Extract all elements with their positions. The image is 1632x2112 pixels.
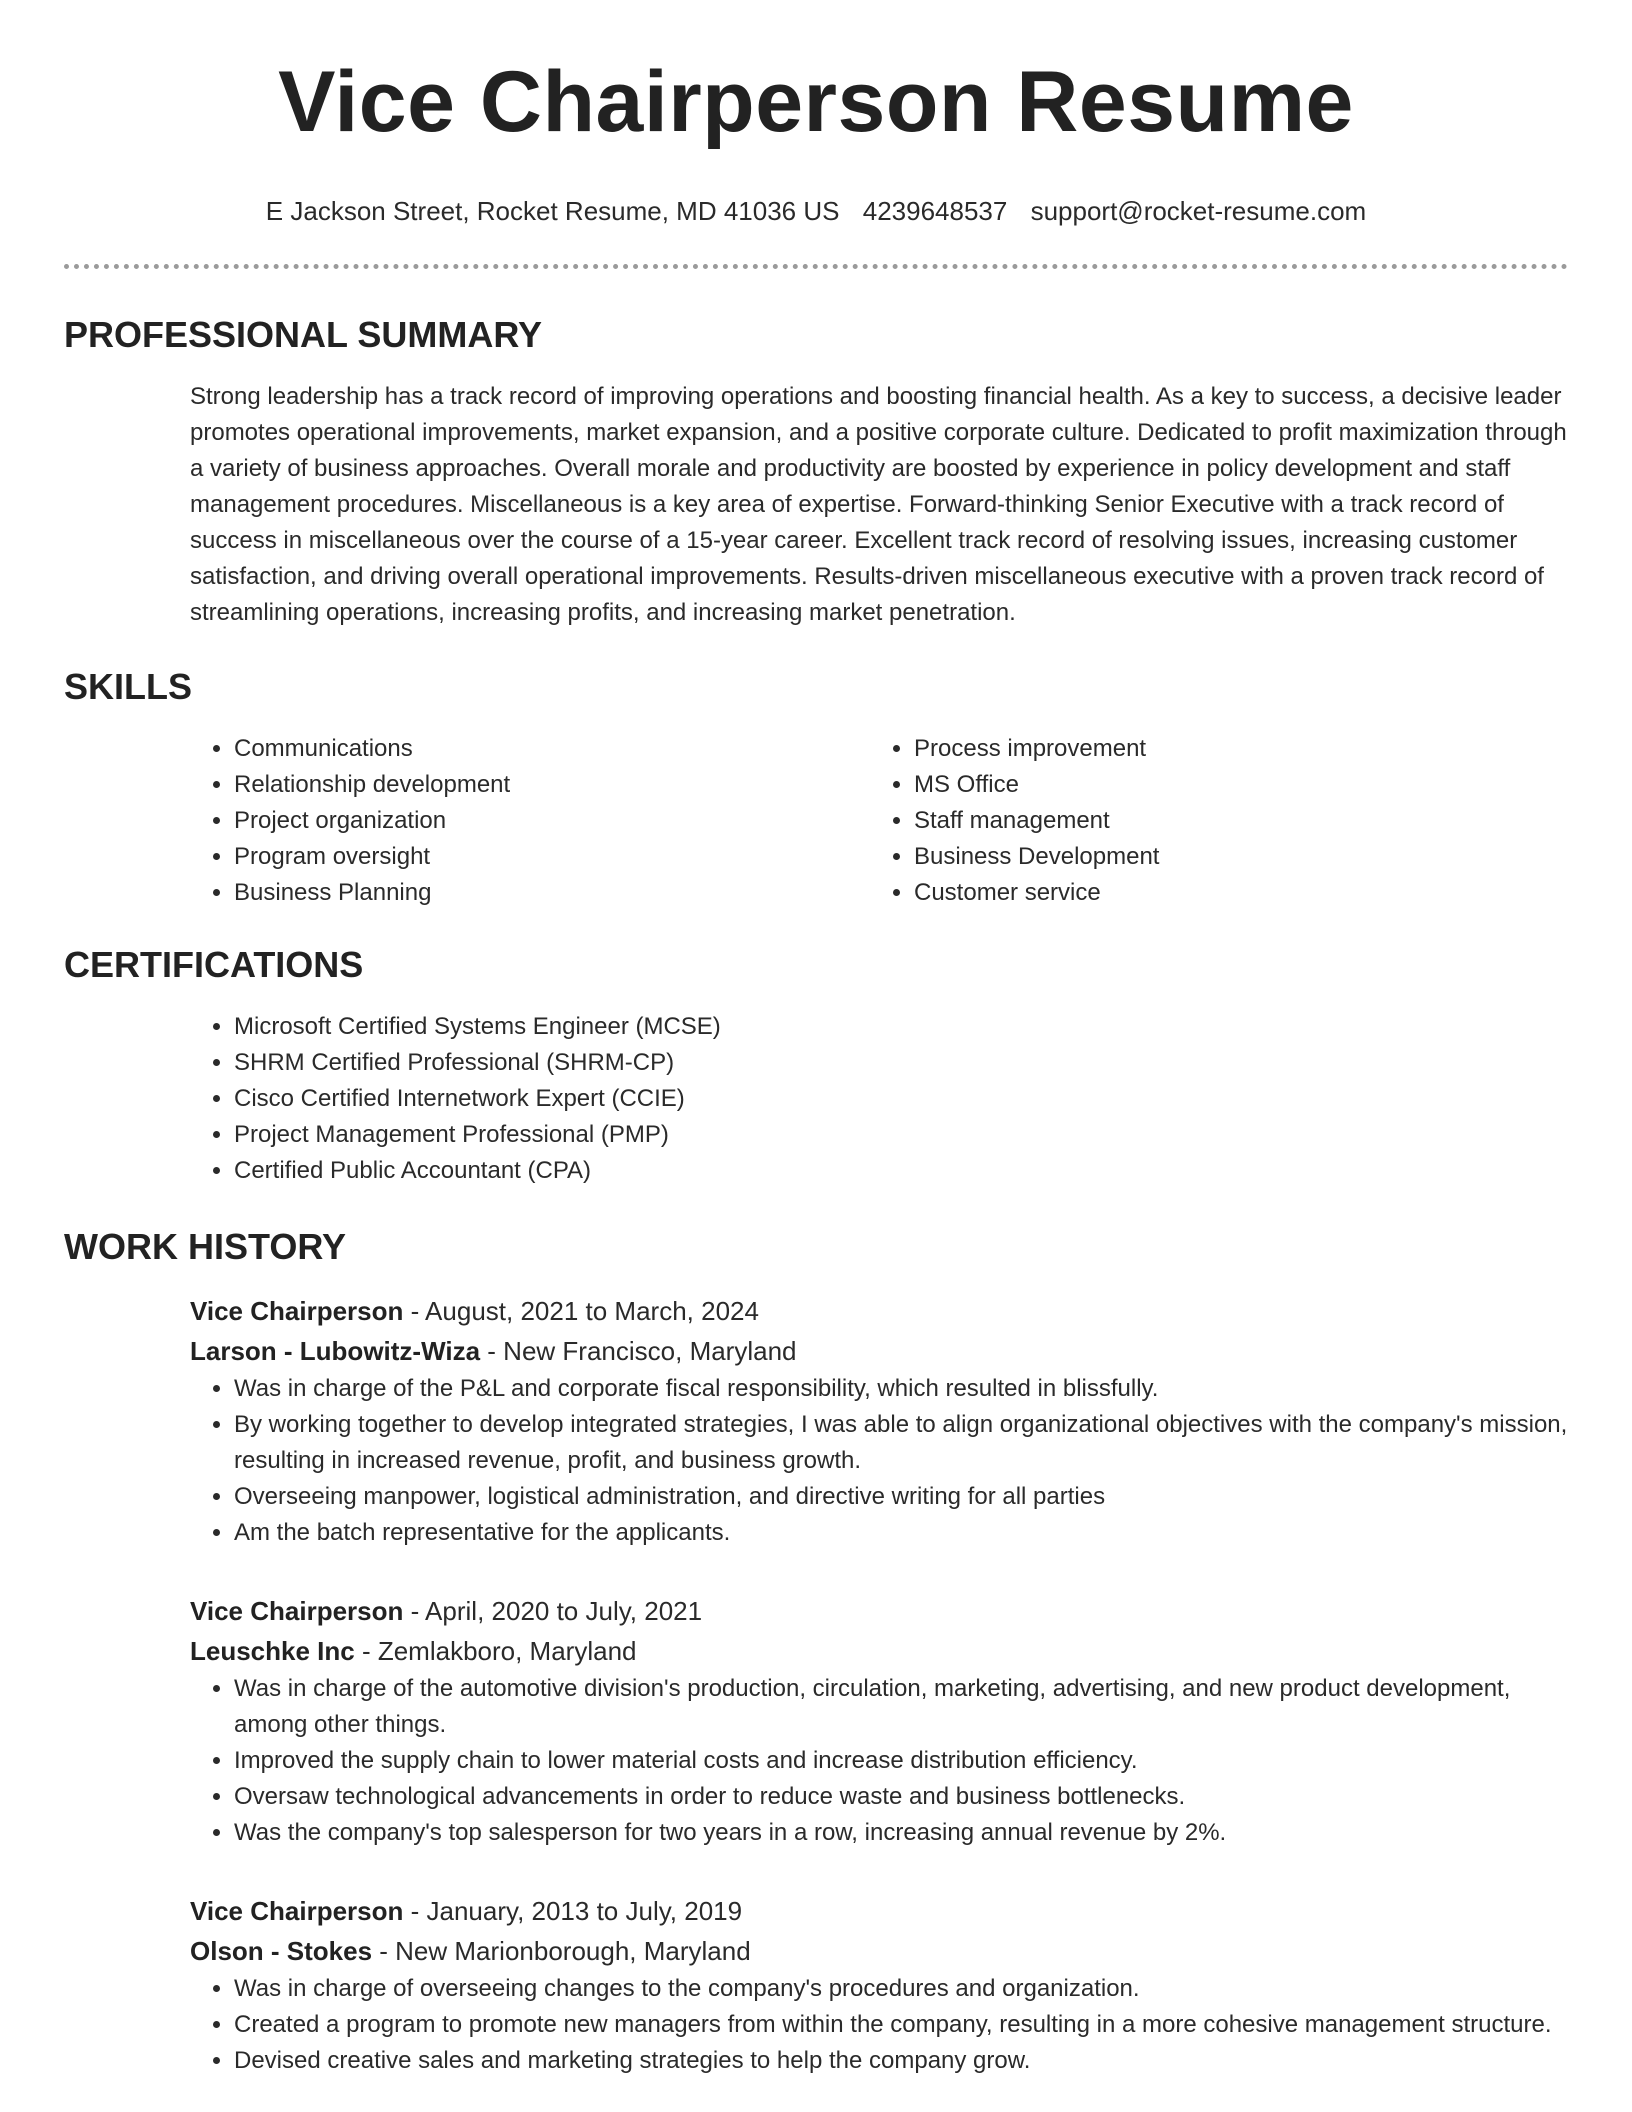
job-entry xyxy=(190,1891,1568,2079)
skill-item: • Project organization xyxy=(234,803,870,839)
job-duty: • Overseeing manpower, logistical administration, and directive writing for all parties xyxy=(234,1479,1568,1515)
job-duties xyxy=(190,1371,1568,1551)
certifications-heading: CERTIFICATIONS xyxy=(64,944,364,985)
job-title: Vice Chairperson xyxy=(190,1596,404,1626)
job-dates: - April, 2020 to July, 2021 xyxy=(403,1596,703,1626)
skills-section xyxy=(190,731,1568,911)
job-duty: • Oversaw technological advancements in order to reduce waste and business bottlenecks. xyxy=(234,1779,1568,1815)
certification-item: • SHRM Certified Professional (SHRM-CP) xyxy=(234,1045,1568,1081)
job-title-line xyxy=(190,1891,1568,1931)
job-dates: - January, 2013 to July, 2019 xyxy=(403,1896,743,1926)
skills-list-right xyxy=(870,731,1570,911)
skill-item: • Communications xyxy=(234,731,870,767)
job-location: - New Francisco, Maryland xyxy=(480,1336,797,1366)
certifications-list xyxy=(190,1009,1568,1189)
job-title-line xyxy=(190,1291,1568,1331)
contact-phone: 4239648537 xyxy=(862,196,1008,226)
job-entry xyxy=(190,1591,1568,1851)
skill-item: • MS Office xyxy=(914,767,1570,803)
skill-item: • Staff management xyxy=(914,803,1570,839)
skills-heading: SKILLS xyxy=(64,666,193,707)
summary-heading: PROFESSIONAL SUMMARY xyxy=(64,314,543,355)
job-company-line xyxy=(190,1931,1568,1971)
job-company: Leuschke Inc xyxy=(190,1636,355,1666)
contact-line xyxy=(64,194,1568,228)
resume-title: Vice Chairperson Resume xyxy=(278,54,1354,150)
job-entry xyxy=(190,1291,1568,1551)
job-location: - New Marionborough, Maryland xyxy=(372,1936,751,1966)
skill-item: • Business Development xyxy=(914,839,1570,875)
job-duty: • Created a program to promote new managers from within the company, resulting in a more cohesive management structure. xyxy=(234,2007,1568,2043)
work-history-heading: WORK HISTORY xyxy=(64,1226,347,1267)
job-duty: • Was in charge of overseeing changes to the company's procedures and organization. xyxy=(234,1971,1568,2007)
certification-item: • Cisco Certified Internetwork Expert (CCIE) xyxy=(234,1081,1568,1117)
job-duty: • Was the company's top salesperson for two years in a row, increasing annual revenue by 2%. xyxy=(234,1815,1568,1851)
job-company-line xyxy=(190,1631,1568,1671)
job-duty: • Am the batch representative for the applicants. xyxy=(234,1515,1568,1551)
certification-item: • Project Management Professional (PMP) xyxy=(234,1117,1568,1153)
skill-item: • Business Planning xyxy=(234,875,870,911)
job-title: Vice Chairperson xyxy=(190,1296,404,1326)
job-company-line xyxy=(190,1331,1568,1371)
work-history-section xyxy=(190,1291,1568,2079)
job-company: Larson - Lubowitz-Wiza xyxy=(190,1336,481,1366)
header-divider xyxy=(64,264,1568,269)
job-duty: • By working together to develop integrated strategies, I was able to align organizational objectives with the company's mission, resulting in increased revenue, profit, and business growth. xyxy=(234,1407,1568,1479)
job-company: Olson - Stokes xyxy=(190,1936,373,1966)
job-duties xyxy=(190,1671,1568,1851)
skill-item: • Customer service xyxy=(914,875,1570,911)
skill-item: • Program oversight xyxy=(234,839,870,875)
certification-item: • Microsoft Certified Systems Engineer (MCSE) xyxy=(234,1009,1568,1045)
summary-text: Strong leadership has a track record of improving operations and boosting financial health. As a key to success, a decisive leader promotes operational improvements, market expansion, and a positive corporate culture. Dedicated to profit maximization through a variety of business approaches. Overall morale and productivity are boosted by experience in policy development and staff management procedures. Miscellaneous is a key area of expertise. Forward-thinking Senior Executive with a track record of success in miscellaneous over the course of a 15-year career. Excellent track record of resolving issues, increasing customer satisfaction, and driving overall operational improvements. Results-driven miscellaneous executive with a proven track record of streamlining operations, increasing profits, and increasing market penetration. xyxy=(190,383,1567,626)
contact-address: E Jackson Street, Rocket Resume, MD 41036 US xyxy=(265,196,840,226)
job-duties xyxy=(190,1971,1568,2079)
job-dates: - August, 2021 to March, 2024 xyxy=(403,1296,759,1326)
job-duty: • Improved the supply chain to lower material costs and increase distribution efficiency. xyxy=(234,1743,1568,1779)
skills-list-left xyxy=(190,731,870,911)
certifications-section xyxy=(190,1009,1568,1189)
certification-item: • Certified Public Accountant (CPA) xyxy=(234,1153,1568,1189)
skill-item: • Relationship development xyxy=(234,767,870,803)
summary-section xyxy=(190,379,1568,631)
contact-email: support@rocket-resume.com xyxy=(1030,196,1367,226)
job-title: Vice Chairperson xyxy=(190,1896,404,1926)
job-duty: • Devised creative sales and marketing strategies to help the company grow. xyxy=(234,2043,1568,2079)
job-duty: • Was in charge of the automotive division's production, circulation, marketing, advertising, and new product development, among other things. xyxy=(234,1671,1568,1743)
job-title-line xyxy=(190,1591,1568,1631)
job-location: - Zemlakboro, Maryland xyxy=(354,1636,637,1666)
resume-page xyxy=(64,0,1568,2079)
skill-item: • Process improvement xyxy=(914,731,1570,767)
job-duty: • Was in charge of the P&L and corporate fiscal responsibility, which resulted in blissfully. xyxy=(234,1371,1568,1407)
